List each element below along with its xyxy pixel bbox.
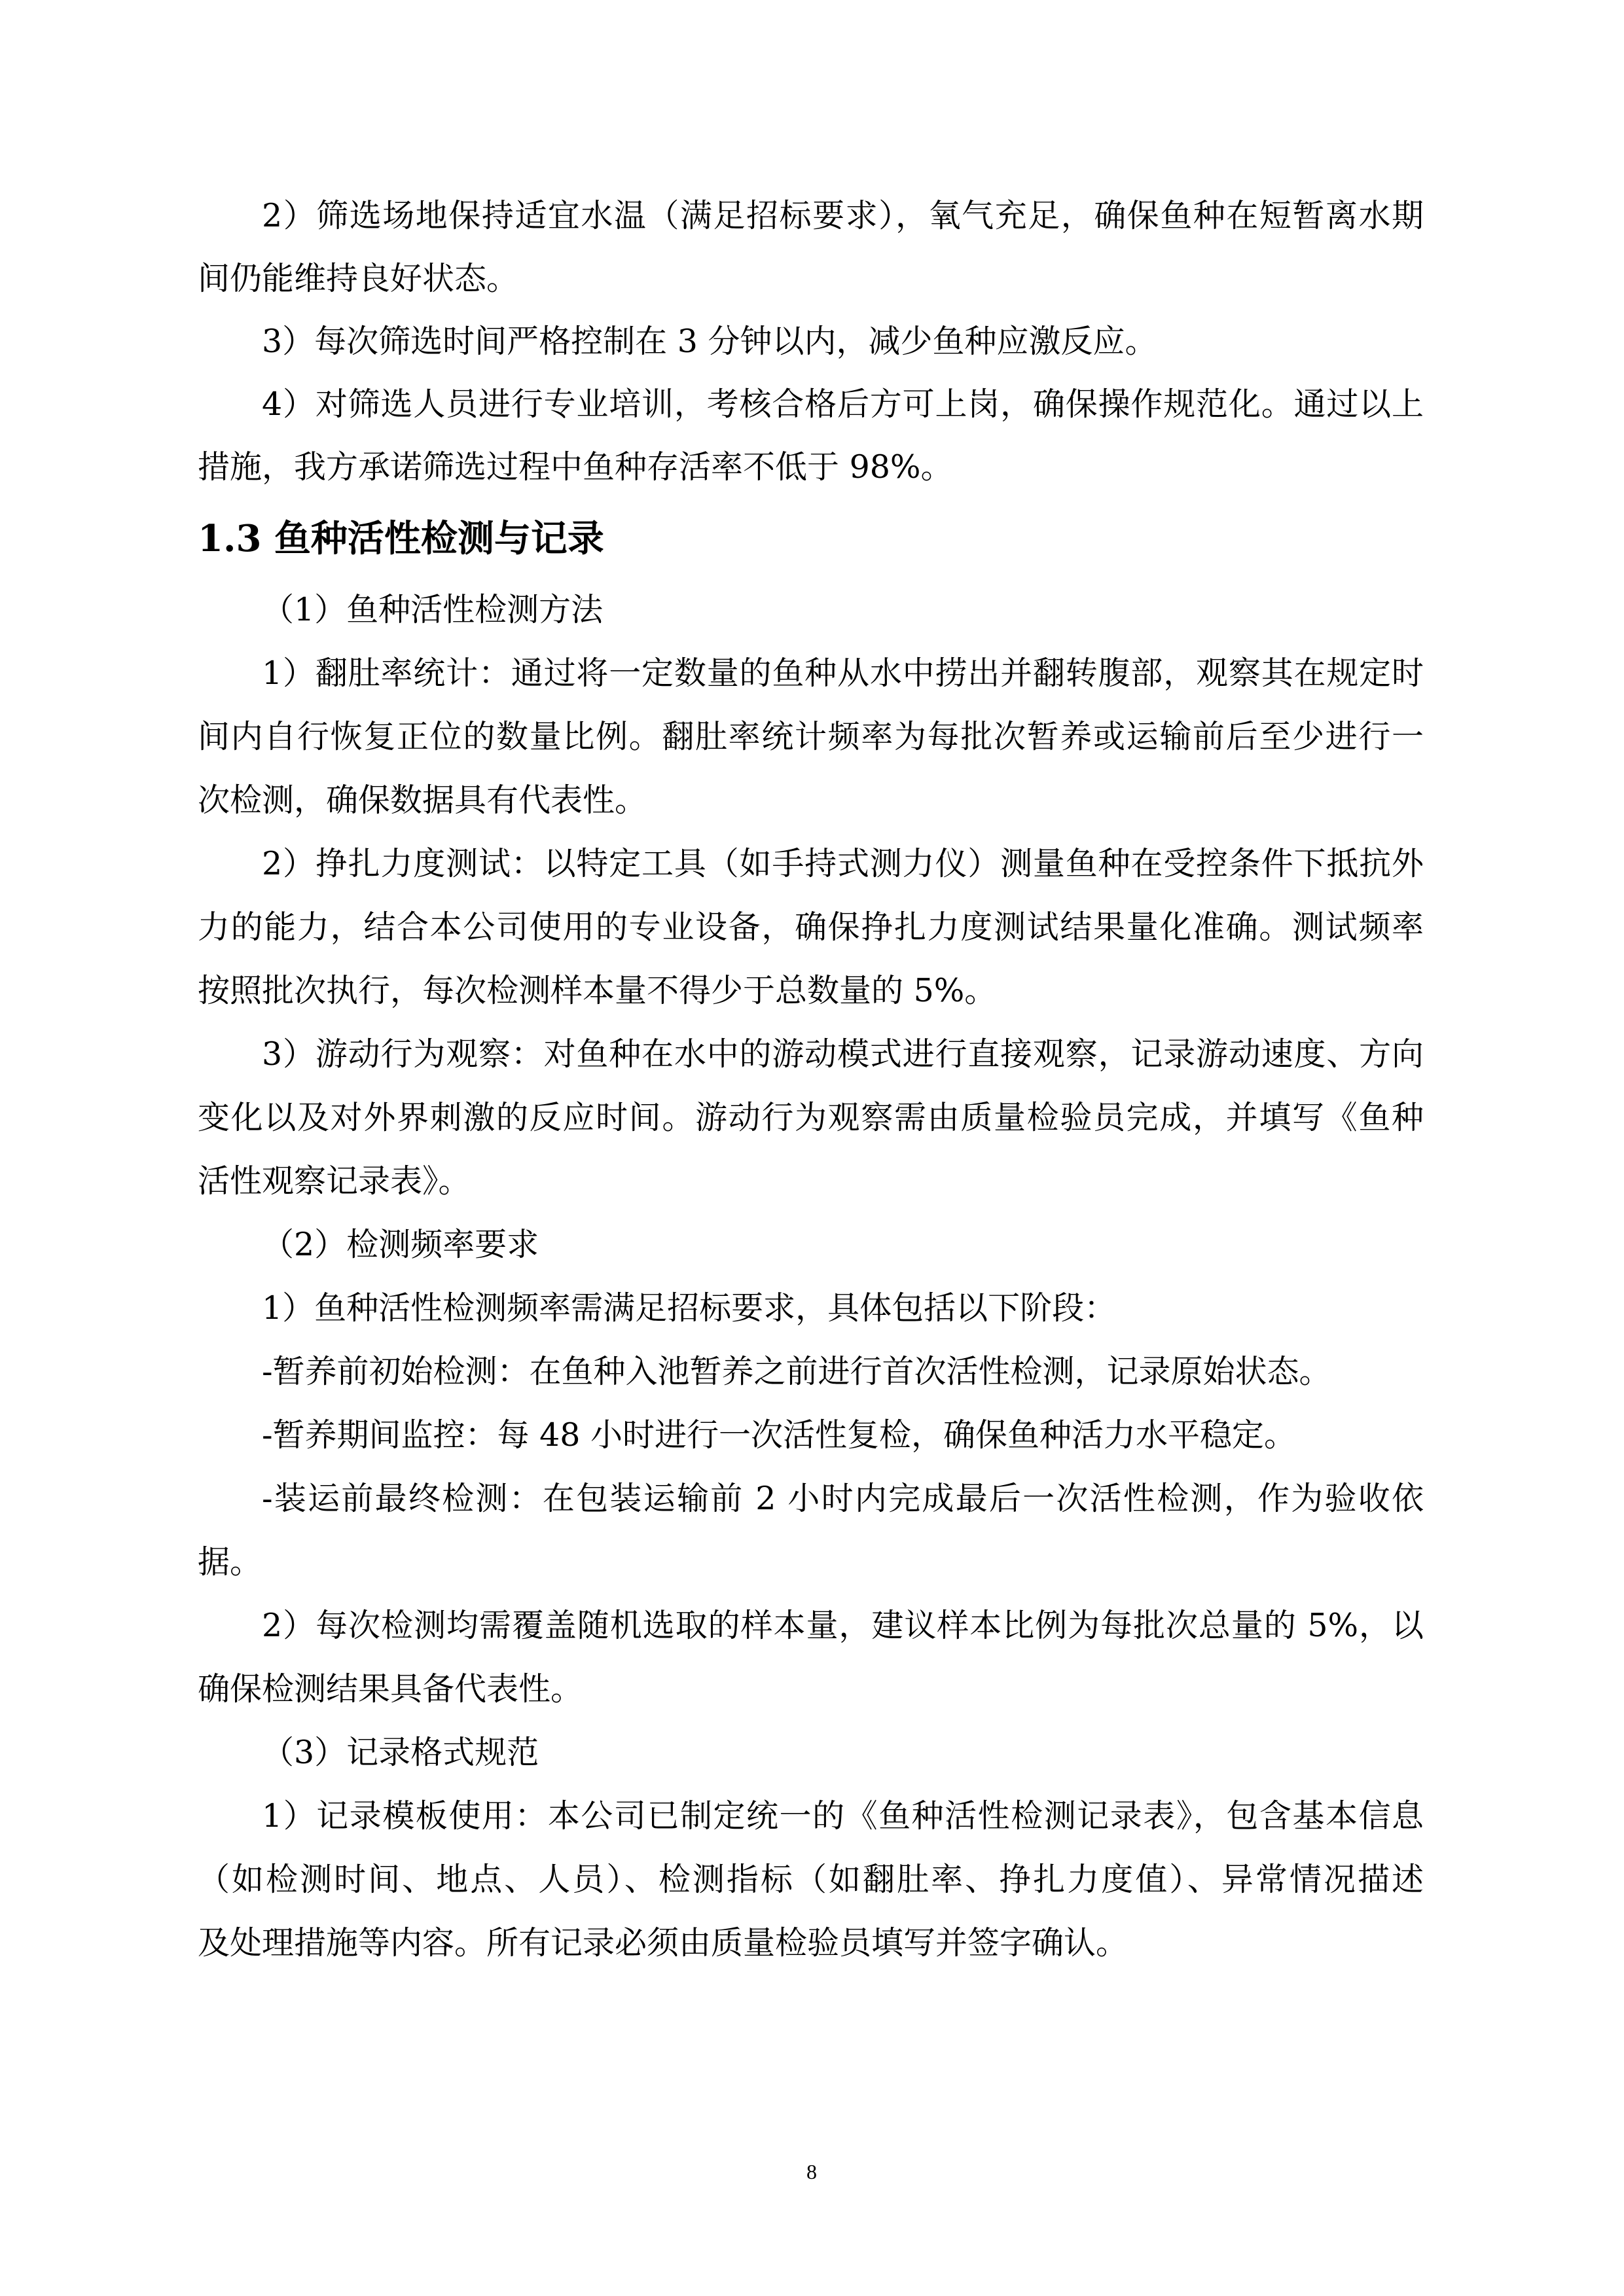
paragraph-line: （如检测时间、地点、人员）、检测指标（如翻肚率、挣扎力度值）、异常情况描述 xyxy=(198,1861,1424,1898)
paragraph-line: 活性观察记录表》。 xyxy=(198,1162,471,1200)
subheading-frequency-requirements: （2）检测频率要求 xyxy=(262,1226,539,1263)
paragraph-line: 1）翻肚率统计：通过将一定数量的鱼种从水中捞出并翻转腹部，观察其在规定时 xyxy=(262,655,1424,692)
paragraph-line: 3）游动行为观察：对鱼种在水中的游动模式进行直接观察，记录游动速度、方向 xyxy=(262,1035,1424,1073)
paragraph-line: 及处理措施等内容。所有记录必须由质量检验员填写并签字确认。 xyxy=(198,1924,1128,1962)
subheading-record-format: （3）记录格式规范 xyxy=(262,1734,539,1771)
paragraph-line: 间仍能维持良好状态。 xyxy=(198,260,519,297)
list-item-dash: -暂养期间监控：每 48 小时进行一次活性复检，确保鱼种活力水平稳定。 xyxy=(262,1416,1297,1454)
paragraph-line: 1）鱼种活性检测频率需满足招标要求，具体包括以下阶段： xyxy=(262,1289,1117,1327)
paragraph-line: 4）对筛选人员进行专业培训，考核合格后方可上岗，确保操作规范化。通过以上 xyxy=(262,386,1424,423)
paragraph-line: 2）筛选场地保持适宜水温（满足招标要求），氧气充足，确保鱼种在短暂离水期 xyxy=(262,197,1424,234)
paragraph-line: 2）挣扎力度测试：以特定工具（如手持式测力仪）测量鱼种在受控条件下抵抗外 xyxy=(262,845,1424,882)
section-heading: 1.3 鱼种活性检测与记录 xyxy=(198,517,604,560)
list-item-dash: -装运前最终检测：在包装运输前 2 小时内完成最后一次活性检测，作为验收依 xyxy=(262,1480,1424,1517)
paragraph-line: 据。 xyxy=(198,1543,262,1581)
paragraph-line: 1）记录模板使用：本公司已制定统一的《鱼种活性检测记录表》，包含基本信息 xyxy=(262,1797,1424,1835)
paragraph-line: 按照批次执行，每次检测样本量不得少于总数量的 5%。 xyxy=(198,972,997,1009)
paragraph-line: 间内自行恢复正位的数量比例。翻肚率统计频率为每批次暂养或运输前后至少进行一 xyxy=(198,718,1424,755)
paragraph-line: 3）每次筛选时间严格控制在 3 分钟以内，减少鱼种应激反应。 xyxy=(262,323,1157,360)
list-item-dash: -暂养前初始检测：在鱼种入池暂养之前进行首次活性检测，记录原始状态。 xyxy=(262,1353,1331,1390)
paragraph-line: 力的能力，结合本公司使用的专业设备，确保挣扎力度测试结果量化准确。测试频率 xyxy=(198,908,1424,946)
paragraph-line: 变化以及对外界刺激的反应时间。游动行为观察需由质量检验员完成，并填写《鱼种 xyxy=(198,1099,1424,1136)
paragraph-line: 次检测，确保数据具有代表性。 xyxy=(198,781,647,819)
paragraph-line: 2）每次检测均需覆盖随机选取的样本量，建议样本比例为每批次总量的 5%，以 xyxy=(262,1607,1424,1644)
page-number: 8 xyxy=(806,2160,817,2183)
subheading-detection-methods: （1）鱼种活性检测方法 xyxy=(262,591,604,628)
paragraph-line: 措施，我方承诺筛选过程中鱼种存活率不低于 98%。 xyxy=(198,448,953,486)
paragraph-line: 确保检测结果具备代表性。 xyxy=(198,1670,583,1708)
